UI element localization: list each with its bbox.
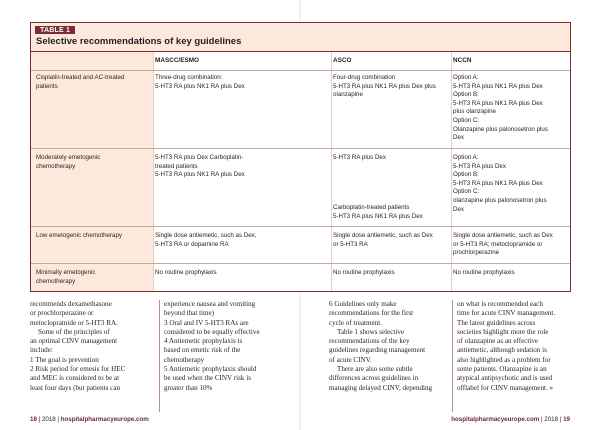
body-line: on what is recommended each [457,300,543,308]
body-line: greater than 10% [164,383,213,392]
footer-site: hospitalpharmacyeurope.com [60,416,149,423]
body-line: chemotherapy [164,355,205,364]
body-line: 4 Antiemetic prophylaxis is [164,337,243,346]
footer-year: 2018 [41,416,56,423]
body-line: and MEC is considered to be at [30,374,120,383]
footer-right: hospitalpharmacyeurope.com | 2018 | 19 [451,416,570,423]
row1-mascc-line: 5-HT3 RA plus NK1 RA plus Dex [155,82,245,90]
body-line: 1 The goal is prevention [30,355,99,364]
body-line: experience nausea and vomiting [164,300,256,308]
row1-asco-line: 5-HT3 RA plus NK1 RA plus Dex plus [333,82,436,90]
row4-asco [333,269,449,278]
row2-mascc-line: 5-HT3 RA plus NK1 RA plus Dex [155,171,245,179]
body-line: an optimal CINV management [30,337,118,346]
row3-nccn-line: or 5-HT3 RA; metoclopramide or [453,240,543,248]
column-rule [452,300,453,412]
row2-asco-carboplatin [333,204,449,221]
page-number: 19 [563,416,570,423]
row1-asco-line: Four-drug combination [333,74,396,81]
row2-label [36,154,151,171]
row2-mascc [155,154,327,180]
row1-nccn-line: plus olanzapine [453,108,497,116]
table-title: Selective recommendations of key guidelines [36,36,242,47]
row4-label-line: Minimally emetogenic [36,269,96,276]
row1-label [36,74,151,91]
row1-nccn-line: Olanzapine plus palonosetron plus [453,125,548,133]
footer-left: 18 | 2018 | hospitalpharmacyeurope.com [30,416,149,423]
body-line: also highlighted as a problem for [457,355,551,364]
row2-nccn-line: olanzapine plus palonosetron plus [453,196,547,204]
body-line: 2 Risk period for emesis for HEC [30,365,126,374]
body-line: The latest guidelines across [457,318,536,327]
body-column-3 [329,300,451,393]
row4-nccn-line: No routine prophylaxis [453,269,515,276]
body-line: time for acute CINV management. [457,309,556,318]
footer-year: 2018 [544,416,559,423]
row2-nccn-line: Dex [453,205,465,213]
row1-nccn-line: 5-HT3 RA plus NK1 RA plus Dex [453,82,543,90]
body-line: guidelines regarding management [329,346,426,355]
row3-nccn-line: Single dose antiemetic, such as Dex [453,232,553,239]
body-line: Some of the principles of [38,327,110,336]
row3-asco [333,232,449,249]
row-divider [31,226,570,227]
row2-asco [333,154,449,163]
header-mascc: MASCC/ESMO [155,57,200,64]
body-line: least four days (but patients can [30,383,121,392]
footer-site: hospitalpharmacyeurope.com [451,416,540,423]
row1-nccn-line: Option C: [453,116,480,124]
row2-nccn-line: 5-HT3 RA plus NK1 RA plus Dex [453,179,543,187]
column-rule [159,300,160,412]
row1-nccn-line: Dex [453,134,465,142]
body-column-4 [457,300,575,393]
body-line: recommendations for the first [329,309,414,318]
row3-label-line: Low emetogenic chemotherapy [36,232,122,239]
column-divider [331,52,332,291]
body-column-1 [30,300,155,393]
header-asco: ASCO [333,57,352,64]
row4-asco-line: No routine prophylaxis [333,269,395,276]
body-line: antiemetic, although sedation is [457,346,547,355]
row3-nccn [453,232,571,258]
row2-mascc-line: treated patients [155,162,198,170]
row1-mascc-line: Three-drug combination: [155,74,223,81]
body-line: 6 Guidelines only make [329,300,397,308]
body-line-text: offlabel for CINV management. [457,383,548,392]
row3-label [36,232,151,241]
row1-label-line: patients [36,82,58,90]
column-divider [451,52,452,291]
row2-nccn-line: Option B: [453,171,479,179]
row-divider [31,263,570,264]
row2-nccn-line: 5-HT3 RA plus Dex [453,162,506,170]
row3-mascc-line: 5-HT3 RA or dopamine RA [155,240,229,248]
body-line: managing delayed CINV, depending [329,383,433,392]
body-line: or prochlorperazine or [30,309,94,318]
body-line: 5 Antiemetic prophylaxis should [164,365,257,374]
body-line: atypical antipsychotic and is used [457,374,553,383]
row2-asco-extra-line: Carboplatin-treated patients [333,204,410,211]
body-line: beyond that time) [164,309,215,318]
row2-label-line: Moderately emetogenic [36,154,101,161]
continue-arrow-icon: » [549,383,554,392]
page-number: 18 [30,416,37,423]
body-line: some patients. Olanzapine is an [457,365,547,374]
row1-asco [333,74,449,100]
body-line: There are also some subtle [337,365,413,374]
row2-nccn-line: Option A: [453,154,479,161]
row2-nccn [453,154,571,214]
body-line: societies highlight more the role [457,327,549,336]
header-nccn: NCCN [453,57,472,64]
body-line: be used when the CINV risk is [164,374,251,383]
row3-nccn-line: prochlorperazine [453,249,500,257]
body-line: considered to be equally effective [164,327,260,336]
body-line: based on emetic risk of the [164,346,241,355]
body-line: of olanzapine as an effective [457,337,539,346]
row3-mascc-line: Single dose antiemetic, such as Dex, [155,232,257,239]
row4-label [36,269,151,286]
body-line: metoclopramide or 5-HT3 RA. [30,318,118,327]
row4-nccn [453,269,571,278]
body-column-2 [164,300,294,393]
body-line: recommendations of the key [329,337,410,346]
body-line: differences across guidelines in [329,374,419,383]
row3-asco-line: or 5-HT3 RA [333,240,368,248]
row1-nccn [453,74,571,143]
row4-mascc [155,269,327,278]
body-line: recommends dexamethasone [30,300,112,308]
row1-asco-line: olanzapine [333,91,363,99]
body-line: of acute CINV. [329,355,372,364]
row1-label-line: Cisplatin-treated and AC-treated [36,74,125,81]
row1-nccn-line: Option A: [453,74,479,81]
row1-mascc [155,74,327,91]
row2-mascc-line: 5-HT3 RA plus Dex Carboplatin- [155,154,244,161]
body-line: 3 Oral and IV 5-HT3 RAs are [164,318,249,327]
column-divider [153,52,154,291]
body-line: cycle of treatment. [329,318,382,327]
row2-label-line: chemotherapy [36,162,76,170]
guidelines-table [30,22,571,292]
table-tag: TABLE 1 [35,26,75,34]
row-divider [31,70,570,71]
row3-mascc [155,232,327,249]
row2-asco-extra-line: 5-HT3 RA plus NK1 RA plus Dex [333,212,423,220]
row3-asco-line: Single dose antiemetic, such as Dex [333,232,433,239]
row4-mascc-line: No routine prophylaxis [155,269,217,276]
row2-nccn-line: Option C: [453,188,480,196]
row1-nccn-line: Option B: [453,91,479,99]
row2-asco-line: 5-HT3 RA plus Dex [333,154,386,161]
row4-label-line: chemotherapy [36,277,76,285]
body-line [457,384,575,393]
body-line: Table 1 shows selective [337,327,405,336]
body-line: include: [30,346,53,355]
row1-nccn-line: 5-HT3 RA plus NK1 RA plus Dex [453,99,543,107]
row-divider [31,148,570,149]
